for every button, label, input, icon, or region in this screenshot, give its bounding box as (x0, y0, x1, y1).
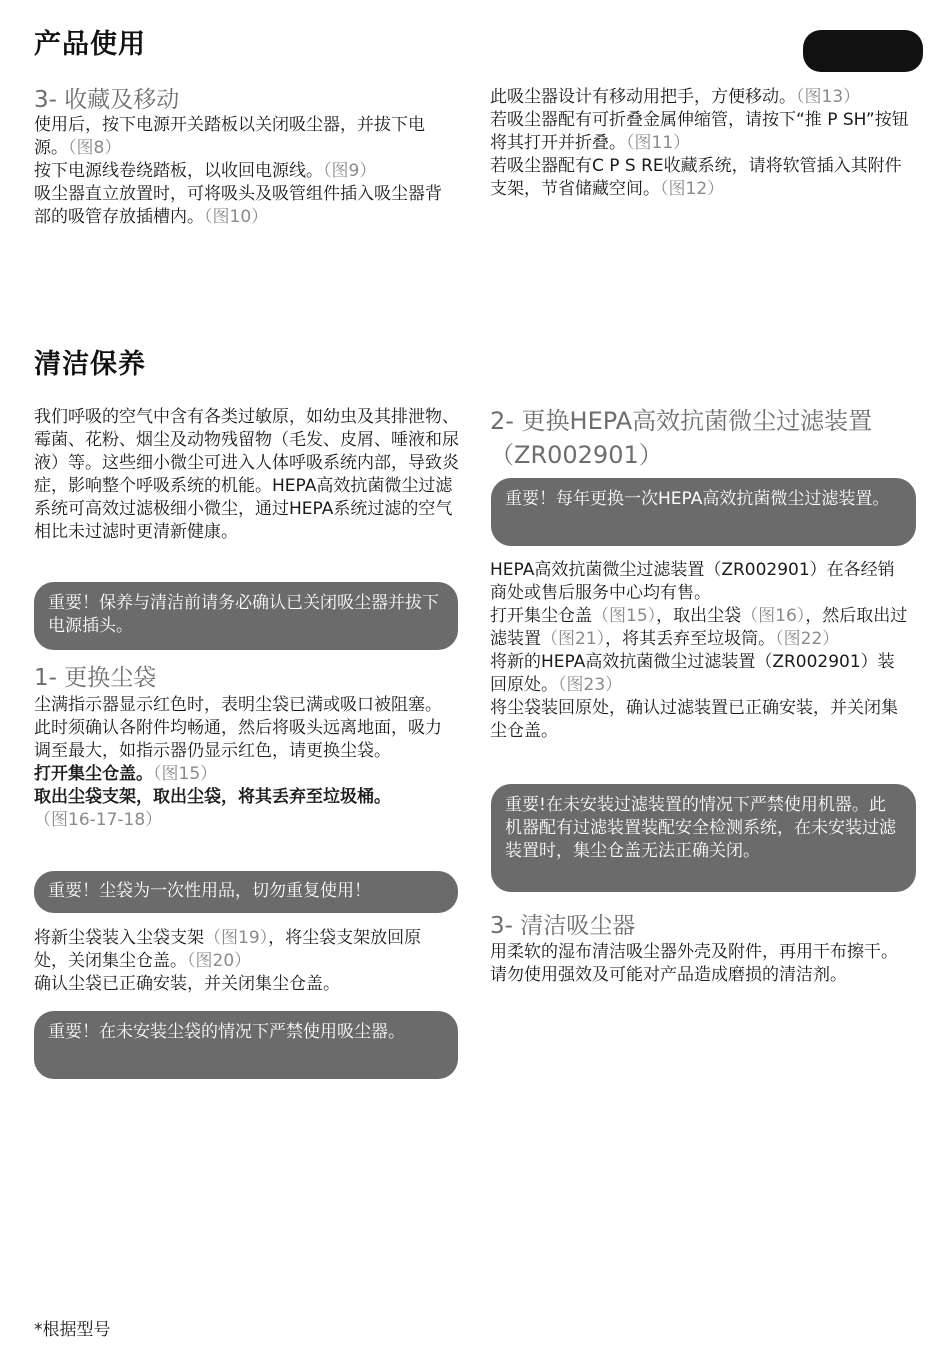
hepa-p2c: ，然后取出过滤装置 (490, 606, 908, 649)
clean-text (490, 941, 910, 987)
bag-heading: 1- 更换尘袋 (34, 665, 157, 691)
hepa-p2d: ，将其丢弃至垃圾筒。 (605, 629, 776, 649)
storage-p6: 若吸尘器配有C P S RE收藏系统，请将软管插入其附件支架，节省储藏空间。 (490, 156, 902, 199)
hepa-p3: 将新的HEPA高效抗菌微尘过滤装置（ZR002901）装回原处。 (490, 652, 895, 695)
hepa-p1: HEPA高效抗菌微尘过滤装置（ZR002901）在各经销商处或售后服务中心均有售。 (490, 560, 895, 603)
figure-ref: （图19） (204, 928, 269, 948)
storage-right-text (490, 86, 915, 201)
important-callout (34, 1011, 458, 1079)
page-title: 产品使用 (34, 29, 146, 60)
bag-step-remove: 取出尘袋支架，取出尘袋，将其丢弃至垃圾桶。 (34, 787, 391, 807)
hepa-p2b: ，取出尘袋 (656, 606, 742, 626)
callout-text: 重要!在未安装过滤装置的情况下严禁使用机器。此机器配有过滤装置装配安全检测系统，在未安装过滤装置时，集尘仓盖无法正确关闭。 (505, 795, 896, 861)
important-callout (491, 784, 916, 892)
figure-ref: （图20） (187, 951, 252, 971)
bag-step-open: 打开集尘仓盖。 (34, 764, 153, 784)
figure-ref: （图21） (541, 629, 606, 649)
hepa-heading: 2- 更换HEPA高效抗菌微尘过滤装置（ZR002901） (490, 407, 873, 469)
storage-left-text (34, 114, 454, 229)
figure-ref: （图8） (68, 138, 122, 158)
storage-p2: 按下电源线卷绕踏板，以收回电源线。 (34, 161, 323, 181)
cleaning-intro: 我们呼吸的空气中含有各类过敏原，如幼虫及其排泄物、霉菌、花粉、烟尘及动物残留物（毛发、皮屑、唾液和尿液）等。这些细小微尘可进入人体呼吸系统内部，导致炎症，影响整个呼吸系统的机能。HEPA高效抗菌微尘过滤系统可高效过滤极细小微尘，通过HEPA系统过滤的空气相比未过滤时更清新健康。 (34, 407, 459, 542)
bag-text-2 (34, 927, 454, 996)
hepa-text (490, 559, 910, 743)
clean-p1: 用柔软的湿布清洁吸尘器外壳及附件，再用干布擦干。 (490, 942, 898, 962)
figure-ref: （图23） (558, 675, 623, 695)
footnote: *根据型号 (34, 1320, 111, 1340)
bag-p3: 确认尘袋已正确安装，并关闭集尘仓盖。 (34, 974, 340, 994)
figure-ref: （图16-17-18） (34, 810, 163, 830)
figure-ref: （图12） (660, 179, 725, 199)
clean-heading: 3- 清洁吸尘器 (490, 913, 636, 939)
figure-ref: （图9） (323, 161, 377, 181)
bag-text (34, 694, 454, 832)
figure-ref: （图16） (741, 606, 806, 626)
figure-ref: （图15） (592, 606, 657, 626)
hepa-p2a: 打开集尘仓盖 (490, 606, 592, 626)
figure-ref: （图11） (626, 133, 691, 153)
callout-text: 重要！保养与清洁前请务必确认已关闭吸尘器并拔下电源插头。 (48, 593, 439, 636)
clean-p2: 请勿使用强效及可能对产品造成磨损的清洁剂。 (490, 965, 847, 985)
figure-ref: （图10） (204, 207, 269, 227)
section-tab (803, 30, 923, 72)
figure-ref: （图22） (775, 629, 840, 649)
important-callout (34, 871, 458, 913)
bag-p2: 将新尘袋装入尘袋支架 (34, 928, 204, 948)
storage-p1: 使用后，按下电源开关踏板以关闭吸尘器，并拔下电源。 (34, 115, 425, 158)
bag-p1: 尘满指示器显示红色时，表明尘袋已满或吸口被阻塞。此时须确认各附件均畅通，然后将吸头远离地面，吸力调至最大，如指示器仍显示红色，请更换尘袋。 (34, 695, 442, 761)
figure-ref: （图13） (796, 87, 861, 107)
cleaning-title: 清洁保养 (34, 349, 146, 380)
important-callout (34, 582, 458, 650)
storage-p5: 若吸尘器配有可折叠金属伸缩管，请按下“推 P SH”按钮将其打开并折叠。 (490, 110, 909, 153)
storage-heading: 3- 收藏及移动 (34, 87, 180, 113)
storage-p3: 吸尘器直立放置时，可将吸头及吸管组件插入吸尘器背部的吸管存放插槽内。 (34, 184, 442, 227)
important-callout (491, 478, 916, 546)
bag-p2b: ，将尘袋支架放回原处，关闭集尘仓盖。 (34, 928, 422, 971)
hepa-p4: 将尘袋装回原处，确认过滤装置已正确安装，并关闭集尘仓盖。 (490, 698, 898, 741)
storage-p4: 此吸尘器设计有移动用把手，方便移动。 (490, 87, 796, 107)
callout-text: 重要！每年更换一次HEPA高效抗菌微尘过滤装置。 (505, 489, 890, 509)
callout-text: 重要！在未安装尘袋的情况下严禁使用吸尘器。 (48, 1022, 405, 1042)
callout-text: 重要！尘袋为一次性用品，切勿重复使用！ (48, 881, 371, 901)
figure-ref: （图15） (153, 764, 218, 784)
